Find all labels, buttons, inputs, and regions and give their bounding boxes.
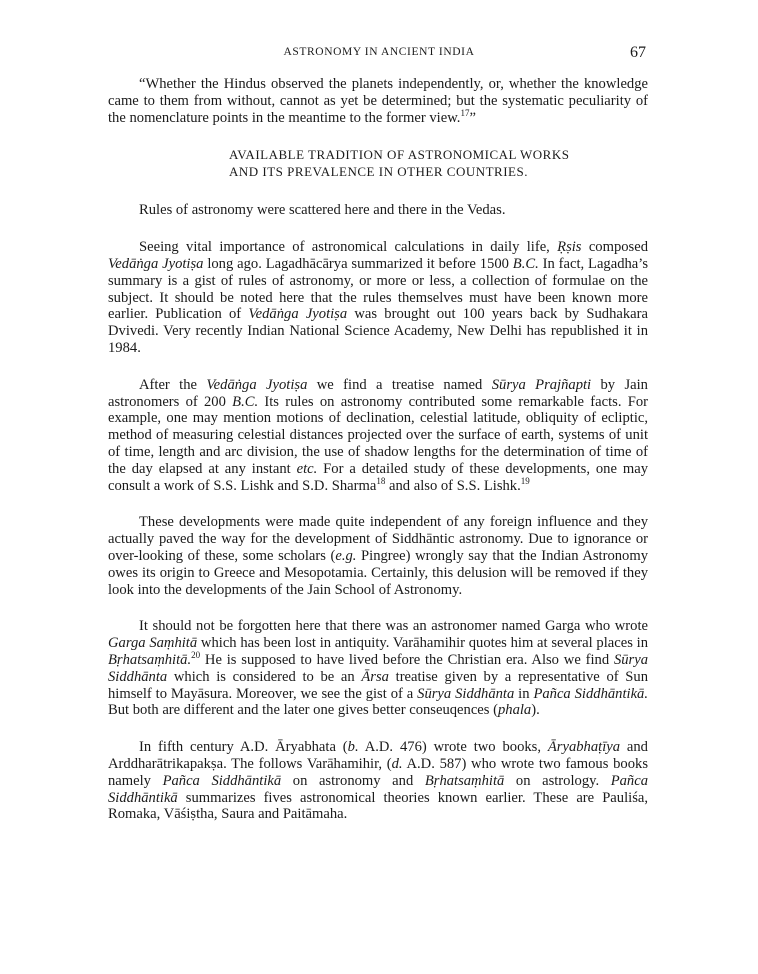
section-heading-line-2: AND ITS PREVALENCE IN OTHER COUNTRIES. — [229, 164, 528, 180]
page-number: 67 — [630, 44, 646, 61]
paragraph-vedanga-jyotisa: Seeing vital importance of astronomical calculations in daily life, Ṛṣis composed Vedāṅga Jyotiṣa long ago. Lagadhācārya summarized it before 1500 B.C. In fact, Lagadha’s summary is a gist of rules of astronomy, or more or less, a collection of formulae on the subject. It should be noted here that the rules themselves must have been known more earlier. Publication of Vedāṅga Jyotiṣa was brought out 100 years back by Sudhakara Dvivedi. Very recently Indian National Science Academy, New Delhi has republished it in 1984. — [108, 239, 648, 356]
page-body — [108, 76, 648, 843]
page-header — [0, 44, 758, 64]
footnote-ref: 18 — [376, 475, 386, 486]
paragraph-aryabhata: In fifth century A.D. Āryabhata (b. A.D. 476) wrote two books, Āryabhaṭīya and Arddharātrikapakṣa. The follows Varāhamihir, (d. A.D. 587) who wrote two famous books namely Pañca Siddhāntikā on astronomy and Bṛhatsaṃhitā on astrology. Pañca Siddhāntikā summarizes fives astronomical theories known earlier. These are Pauliśa, Romaka, Vāśiṣtha, Saura and Paitāmaha. — [108, 739, 649, 823]
footnote-ref: 19 — [520, 475, 530, 486]
running-head: ASTRONOMY IN ANCIENT INDIA — [283, 46, 475, 58]
footnote-ref: 20 — [191, 650, 201, 661]
quote-paragraph: “Whether the Hindus observed the planets independently, or, whether the knowledge came to them from without, cannot as yet be determined; but the systematic peculiarity of the nomenclature points in the meantime to the former view.$^{17}$” — [108, 76, 648, 126]
paragraph-garga: It should not be forgotten here that there was an astronomer named Garga who wrote Garga Saṃhitā which has been lost in antiquity. Varāhamihir quotes him at several places in Bṛhatsaṃhitā.$^{20}$ He is supposed to have lived before the Christian era. Also we find Sūrya Siddhānta which is considered to be an Ārsa treatise given by a representative of Sun himself to Mayāsura. Moreover, we see the gist of a Sūrya Siddhānta in Pañca Siddhāntikā. But both are different and the later one gives better conseuqences (phala). — [108, 618, 648, 719]
paragraph-rules-vedas: Rules of astronomy were scattered here and there in the Vedas. — [139, 202, 506, 219]
section-heading — [229, 146, 648, 180]
footnote-ref: 17 — [460, 107, 470, 118]
paragraph-surya-prajnapti: After the Vedāṅga Jyotiṣa we find a treatise named Sūrya Prajñapti by Jain astronomers of 200 B.C. Its rules on astronomy contributed some remarkable facts. For example, one may mention motions of declination, celestial latitude, obliquity of ecliptic, method of measuring celestial distances projected over the surface of earth, systems of unit of time, length and arc division, the use of shadow lengths for the determination of time of the day elapsed at any instant etc. For a detailed study of these developments, one may consult a work of S.S. Lishk and S.D. Sharma$^{18}$ and also of S.S. Lishk.$^{19}$ — [108, 376, 649, 494]
section-heading-line-1: AVAILABLE TRADITION OF ASTRONOMICAL WORKS — [229, 147, 570, 163]
paragraph-independent-developments: These developments were made quite independent of any foreign influence and they actually paved the way for the development of Siddhāntic astronomy. Due to ignorance or over-looking of these, some scholars (e.g. Pingree) wrongly say that the Indian Astronomy owes its origin to Greece and Mesopotamia. Certainly, this delusion will be removed if they look into the developments of the Jain School of Astronomy. — [108, 514, 648, 598]
